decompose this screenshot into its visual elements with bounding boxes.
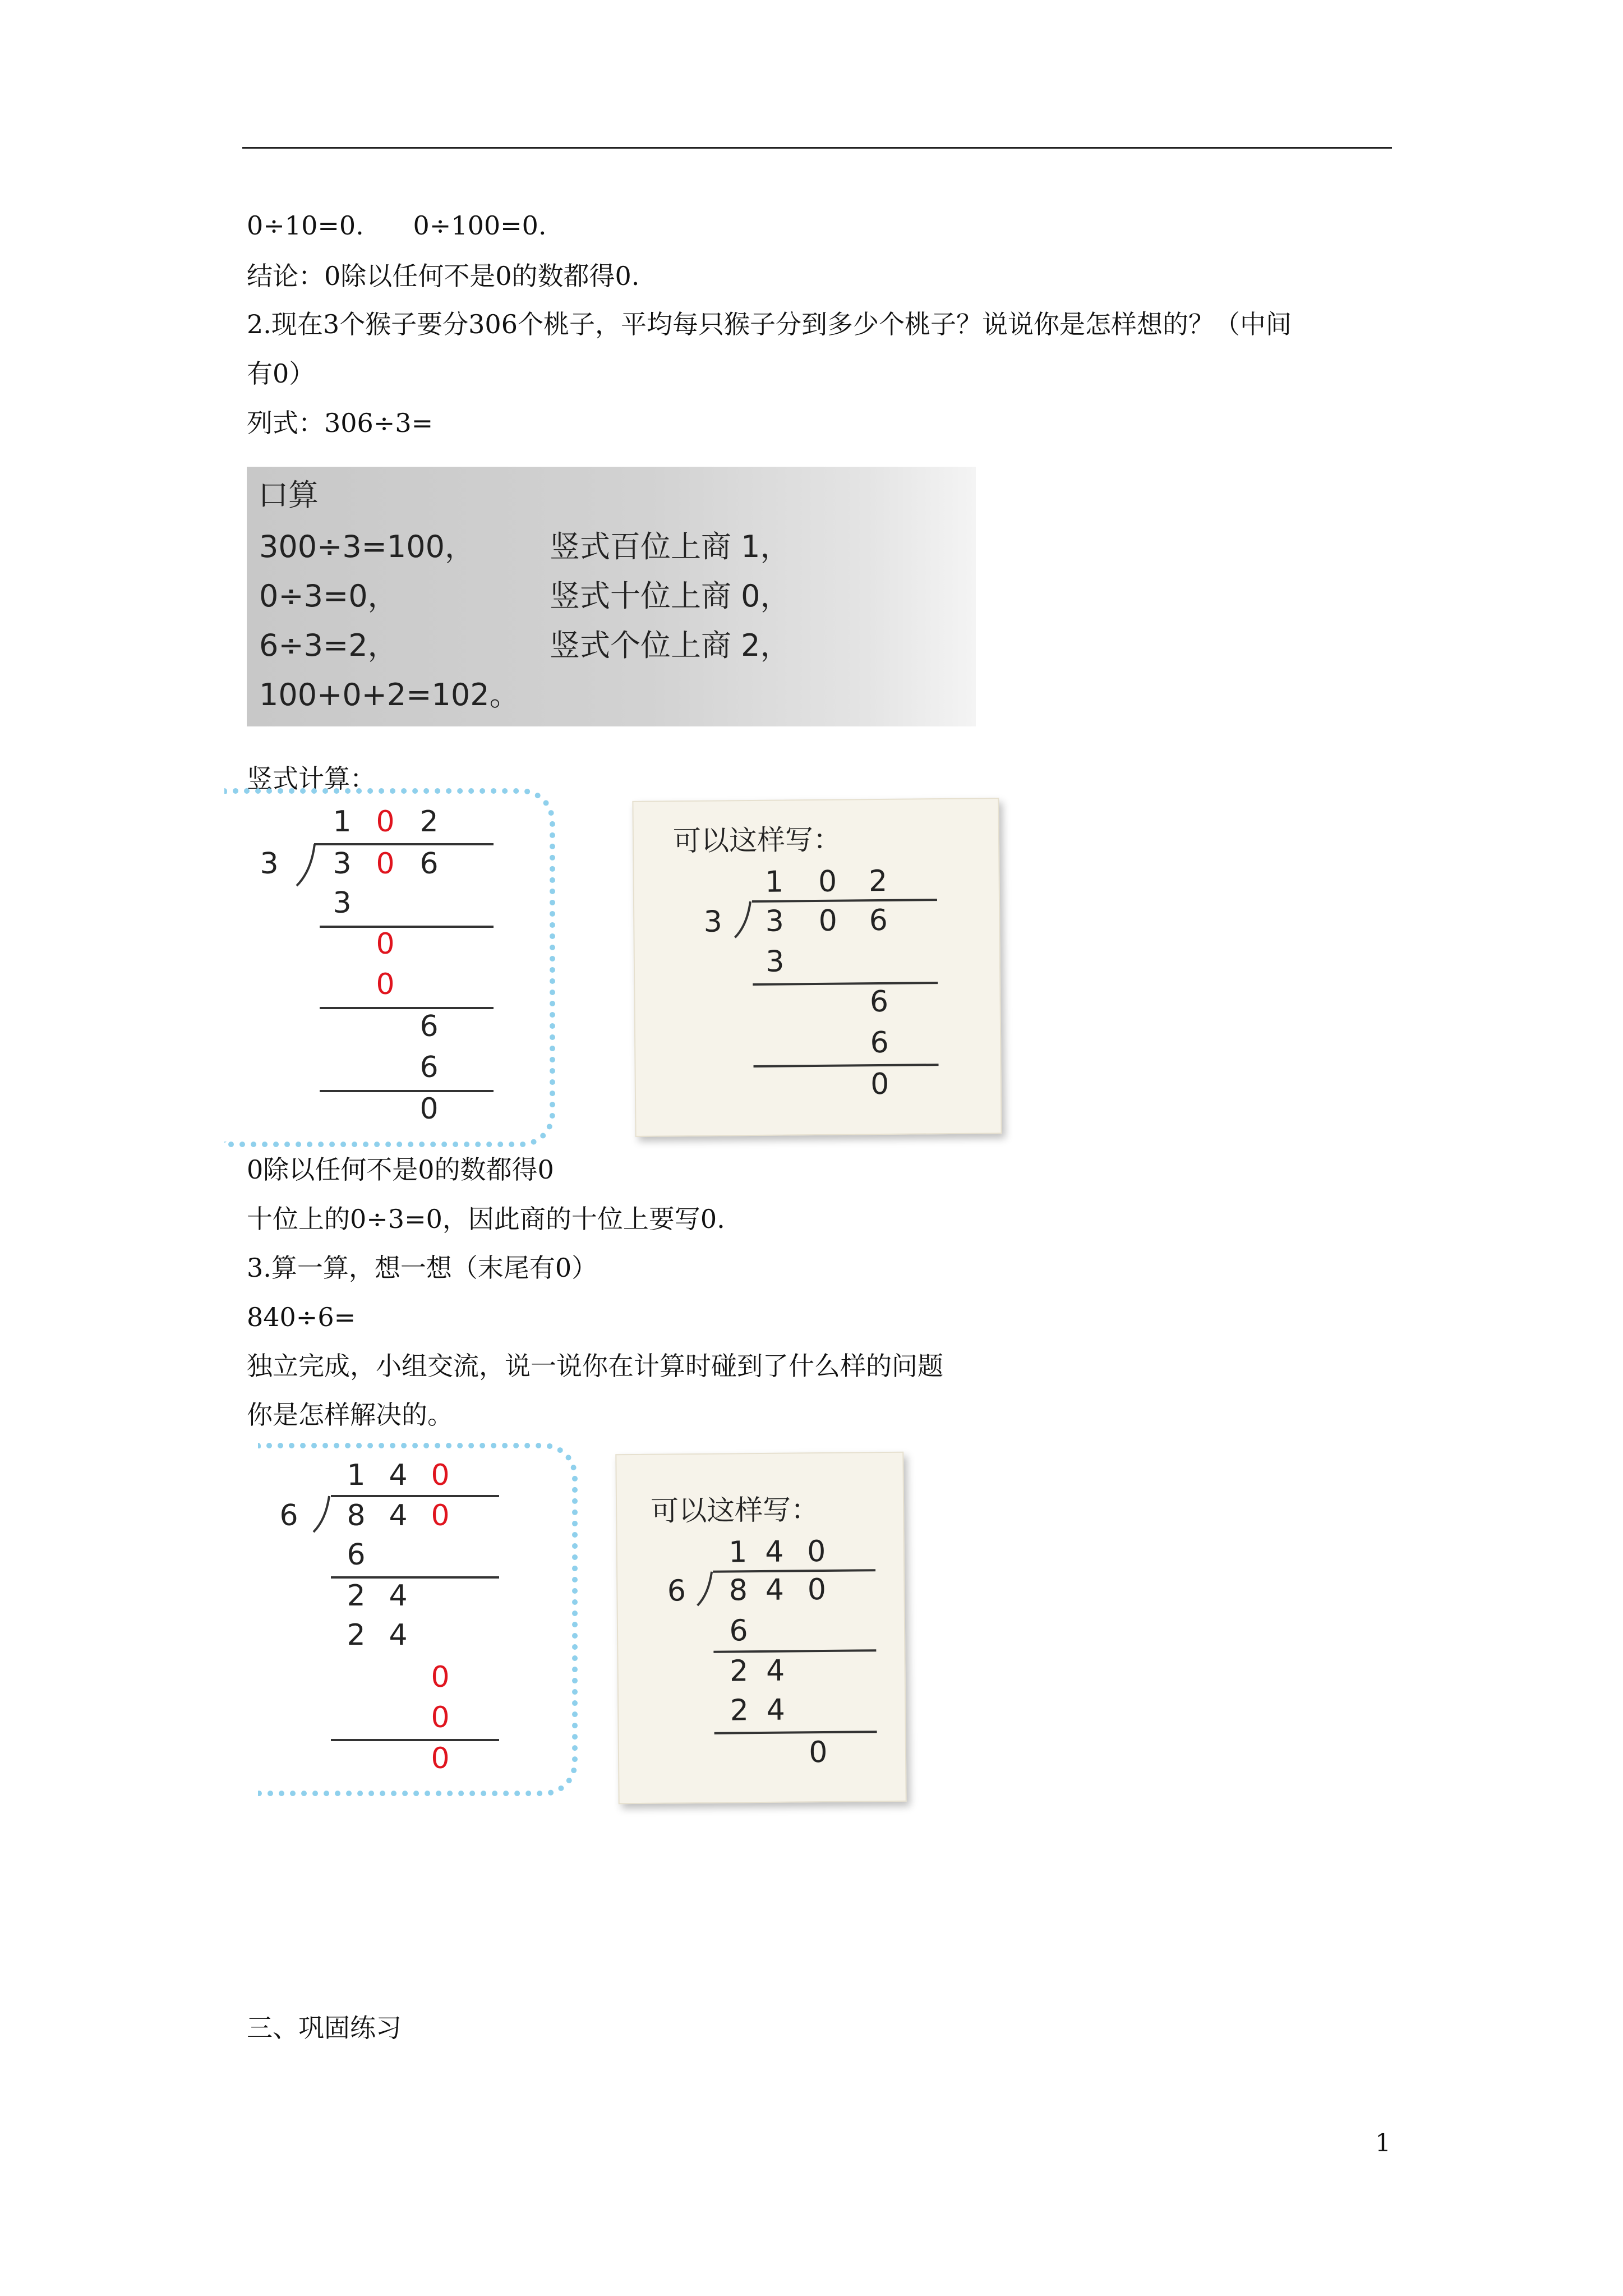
step-digit: 6: [419, 1051, 439, 1084]
text-line: 0÷10=0. 0÷100=0.: [247, 210, 547, 241]
step-digit: 2: [347, 1618, 366, 1652]
rule-text: 0除以任何不是0的数都得0: [247, 1154, 554, 1185]
step-digit: 0: [431, 1660, 450, 1694]
step-digit: 0: [376, 968, 395, 1001]
mental-calc-title: 口算: [258, 477, 319, 513]
divisor: 6: [279, 1499, 298, 1533]
step-digit: 6: [729, 1614, 748, 1648]
dividend-digit: 0: [376, 847, 395, 881]
quotient-digit: 2: [419, 805, 439, 839]
dividend-digit: 4: [765, 1573, 785, 1607]
mental-calc-note: 竖式百位上商 1，: [550, 529, 791, 564]
formula-text: 列式：306÷3=: [247, 408, 434, 438]
dividend-digit: 8: [347, 1499, 366, 1533]
quotient-digit: 0: [818, 864, 837, 899]
dividend-digit: 0: [431, 1499, 450, 1533]
step-digit: 0: [809, 1735, 828, 1770]
dividend-digit: 3: [333, 847, 352, 881]
step-digit: 2: [730, 1694, 749, 1728]
short-division-840: [640, 1534, 900, 1795]
dividend-digit: 0: [807, 1572, 827, 1607]
formula-text: 840÷6=: [247, 1302, 356, 1332]
division-bracket: [294, 843, 317, 888]
dividend-digit: 6: [419, 847, 439, 881]
quotient-digit: 1: [728, 1535, 748, 1570]
conclusion-text: 结论：0除以任何不是0的数都得0.: [247, 261, 640, 291]
step-digit: 4: [766, 1654, 785, 1688]
divisor: 3: [703, 905, 723, 939]
short-division-306: [673, 863, 989, 1130]
paper-note-840: [615, 1452, 906, 1804]
quotient-digit: 1: [333, 805, 352, 839]
step-digit: 4: [389, 1579, 408, 1613]
section-heading: 三、巩固练习: [247, 2013, 402, 2043]
quotient-digit: 4: [765, 1535, 784, 1569]
step-digit: 6: [419, 1010, 439, 1043]
question-3: 3.算一算，想一想（末尾有0）: [247, 1253, 598, 1283]
quotient-digit: 0: [376, 805, 395, 839]
step-digit: 3: [766, 945, 785, 979]
step-digit: 4: [389, 1618, 408, 1652]
long-division-306: [247, 799, 606, 1136]
step-digit: 0: [419, 1092, 439, 1126]
paper-note-306: [632, 798, 1002, 1137]
instruction-text-cont: 你是怎样解决的。: [247, 1400, 453, 1430]
page-number: 1: [1375, 2129, 1391, 2157]
dividend-digit: 6: [869, 903, 888, 938]
long-division-840: [264, 1453, 600, 1801]
instruction-text: 独立完成，小组交流，说一说你在计算时碰到了什么样的问题: [247, 1351, 943, 1381]
step-digit: 4: [766, 1693, 786, 1727]
divisor: 6: [667, 1574, 686, 1608]
quotient-digit: 1: [347, 1458, 366, 1492]
mental-calc-note: 竖式十位上商 0，: [550, 578, 791, 614]
question-2: 2.现在3个猴子要分306个桃子，平均每只猴子分到多少个桃子？说说你是怎样想的？（中间: [247, 309, 1292, 339]
step-digit: 6: [347, 1538, 366, 1572]
step-digit: 6: [870, 1025, 889, 1060]
explain-text: 十位上的0÷3=0，因此商的十位上要写0.: [247, 1204, 725, 1234]
step-digit: 0: [431, 1742, 450, 1775]
dividend-digit: 0: [818, 904, 838, 938]
quotient-digit: 0: [431, 1458, 450, 1492]
quotient-digit: 4: [389, 1458, 408, 1492]
quotient-digit: 1: [764, 865, 784, 899]
mental-calc-expr: 100+0+2=102。: [259, 677, 520, 712]
mental-calc-note: 竖式个位上商 2，: [550, 628, 791, 663]
dividend-digit: 4: [389, 1499, 408, 1533]
paper-title: 可以这样写：: [650, 1493, 819, 1527]
dividend-digit: 8: [728, 1573, 748, 1608]
mental-calc-expr: 6÷3=2，: [259, 628, 398, 663]
mental-calc-expr: 300÷3=100，: [259, 529, 475, 564]
paper-title: 可以这样写：: [672, 823, 842, 858]
divisor: 3: [260, 847, 279, 881]
step-digit: 0: [431, 1701, 450, 1734]
vertical-calc-label: 竖式计算：: [247, 763, 376, 794]
step-digit: 6: [869, 984, 889, 1019]
step-digit: 3: [333, 886, 352, 920]
question-2-cont: 有0）: [247, 358, 315, 389]
mental-calc-expr: 0÷3=0，: [259, 578, 398, 614]
step-digit: 2: [729, 1654, 749, 1688]
step-digit: 0: [376, 927, 395, 961]
step-digit: 0: [870, 1067, 889, 1102]
quotient-digit: 2: [868, 864, 888, 899]
header-rule: [242, 147, 1392, 149]
quotient-digit: 0: [807, 1534, 826, 1569]
dividend-digit: 3: [765, 904, 785, 938]
mental-calc-image: [247, 467, 976, 726]
step-digit: 2: [347, 1579, 366, 1613]
